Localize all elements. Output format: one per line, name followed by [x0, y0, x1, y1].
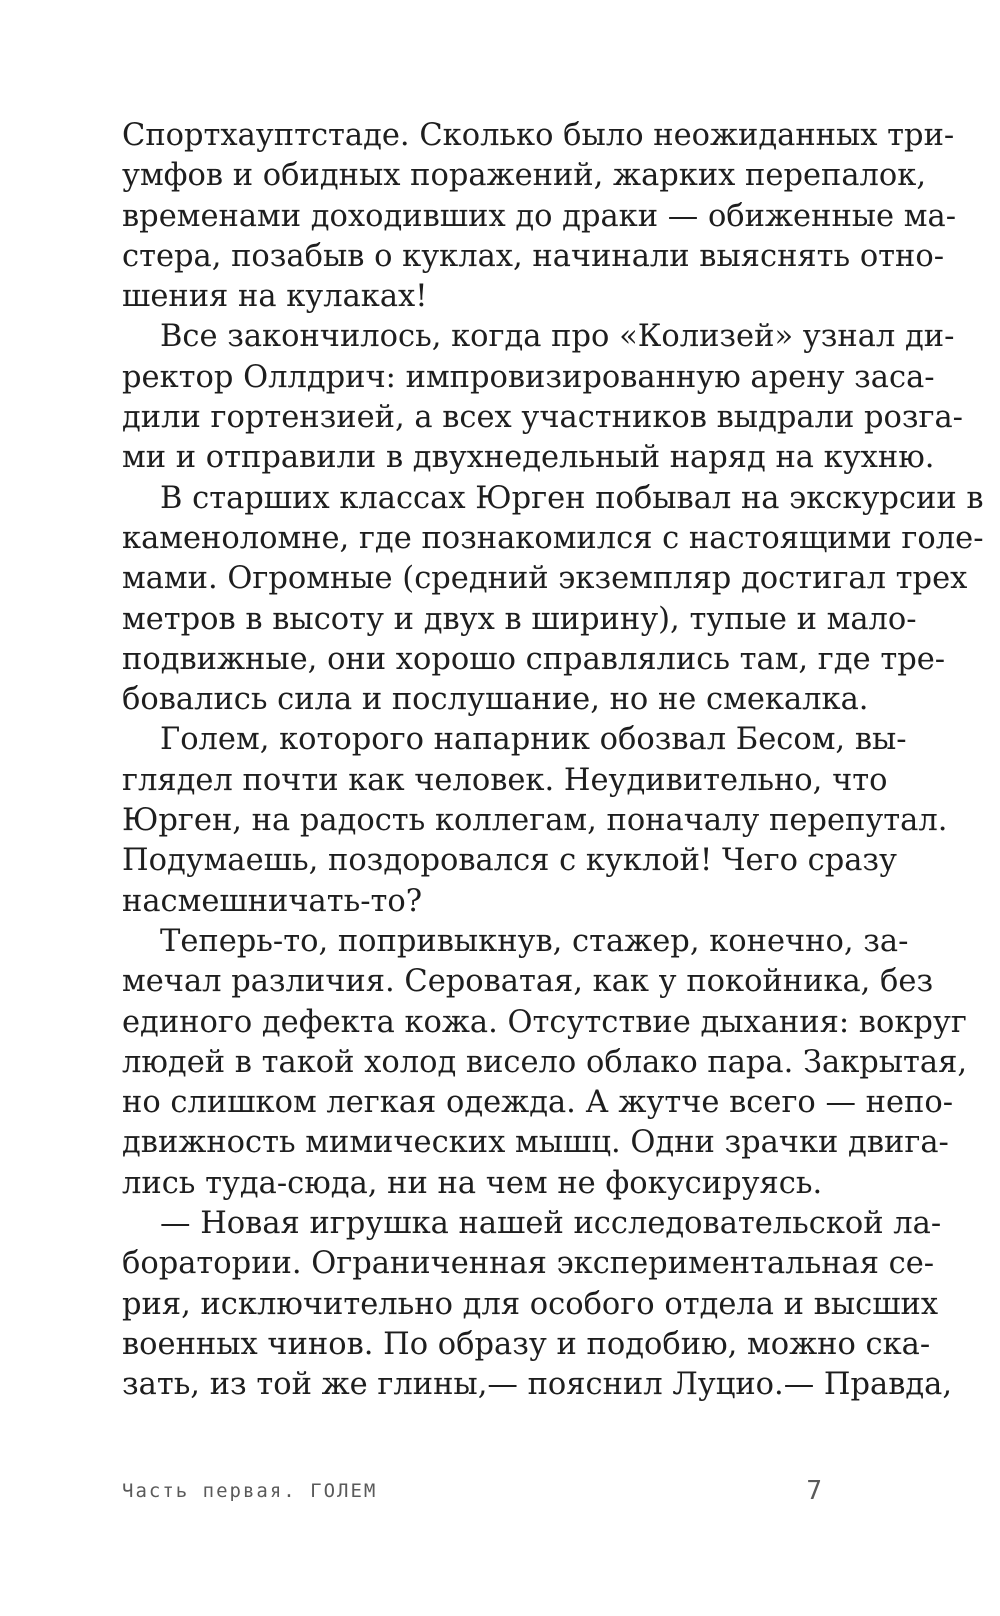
text-line: лись туда-сюда, ни на чем не фокусируясь.	[122, 1165, 823, 1201]
text-line: — Новая игрушка нашей исследовательской ла-	[160, 1206, 942, 1242]
text-line: ми и отправили в двухнедельный наряд на кухню.	[122, 440, 935, 476]
text-line: глядел почти как человек. Неудивительно, что	[122, 762, 888, 798]
text-line: умфов и обидных поражений, жарких перепалок,	[122, 158, 927, 194]
text-line: рия, исключительно для особого отдела и высших	[122, 1286, 939, 1322]
text-line: зать, из той же глины,— пояснил Луцио.— Правда,	[122, 1367, 953, 1403]
running-head: Часть первая. ГОЛЕМ	[122, 1480, 378, 1502]
text-line: Спортхауптстаде. Сколько было неожиданных три-	[122, 118, 955, 153]
text-line: Подумаешь, поздоровался с куклой! Чего сразу	[122, 843, 897, 879]
text-line: насмешничать-то?	[122, 883, 423, 919]
text-line: ректор Оллдрич: импровизированную арену заса-	[122, 359, 935, 395]
text-line: метров в высоту и двух в ширину), тупые и мало-	[122, 601, 917, 637]
text-line: бовались сила и послушание, но не смекалка.	[122, 682, 869, 718]
paragraph	[122, 1204, 953, 1405]
text-line: шения на кулаках!	[122, 279, 428, 315]
text-line: но слишком легкая одежда. А жутче всего — непо-	[122, 1085, 954, 1121]
text-line: мечал различия. Сероватая, как у покойника, без	[122, 964, 934, 1000]
text-line: мами. Огромные (средний экземпляр достигал трех	[122, 561, 968, 597]
paragraph	[122, 317, 963, 478]
paragraph	[122, 720, 948, 921]
paragraph	[122, 479, 984, 721]
text-line: Все закончилось, когда про «Колизей» узнал ди-	[160, 319, 955, 355]
text-line: Юрген, на радость коллегам, поначалу перепутал.	[122, 803, 948, 839]
text-line: дили гортензией, а всех участников выдрали розга-	[122, 400, 963, 436]
page-footer	[122, 1476, 822, 1516]
text-line: каменоломне, где познакомился с настоящими голе-	[122, 520, 984, 556]
paragraph	[122, 922, 968, 1204]
text-line: В старших классах Юрген побывал на экскурсии в	[160, 480, 984, 516]
text-line: единого дефекта кожа. Отсутствие дыхания: вокруг	[122, 1004, 967, 1040]
paragraph	[122, 116, 956, 317]
text-line: людей в такой холод висело облако пара. Закрытая,	[122, 1044, 968, 1080]
text-line: боратории. Ограниченная экспериментальная се-	[122, 1246, 935, 1282]
text-line: подвижные, они хорошо справлялись там, где тре-	[122, 641, 946, 677]
text-line: Голем, которого напарник обозвал Бесом, вы-	[160, 722, 907, 758]
text-line: военных чинов. По образу и подобию, можно ска-	[122, 1326, 931, 1362]
text-line: временами доходивших до драки — обиженные ма-	[122, 198, 956, 234]
text-line: движность мимических мышц. Одни зрачки двига-	[122, 1125, 949, 1161]
text-line: Теперь-то, попривыкнув, стажер, конечно, за-	[160, 923, 909, 959]
text-line: стера, позабыв о куклах, начинали выяснять отно-	[122, 238, 945, 274]
page-number: 7	[806, 1476, 822, 1506]
page-body	[122, 116, 984, 1406]
